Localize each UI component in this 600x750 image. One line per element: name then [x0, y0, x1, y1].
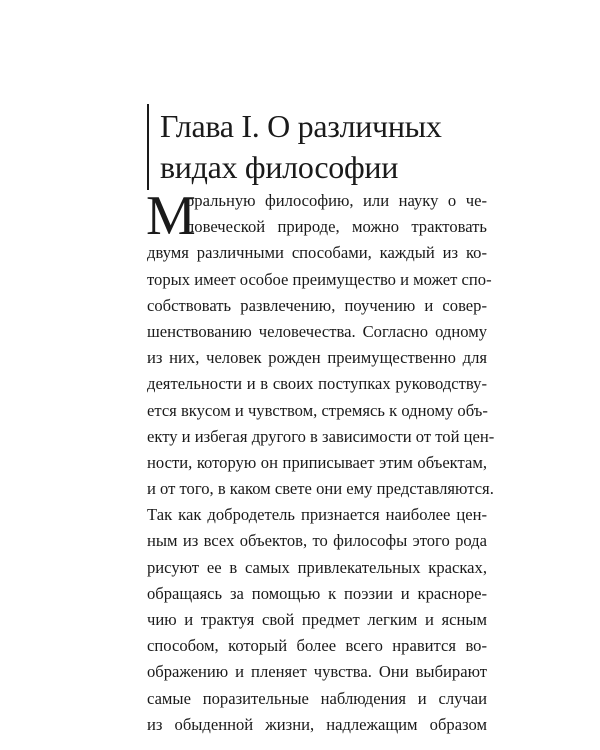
text-line: способом, который более всего нравится во- — [147, 636, 487, 656]
chapter-title-line-1: Глава I. О различных — [160, 108, 442, 144]
text-line: ловеческой природе, можно трактовать — [186, 217, 487, 237]
text-line: обращаясь за помощью к поэзии и красноре- — [147, 583, 487, 603]
chapter-title-line-2: видах философии — [160, 149, 399, 185]
text-line: ности, которую он приписывает этим объектам, — [147, 452, 487, 472]
text-line: шенствованию человечества. Согласно одному — [147, 321, 487, 341]
text-line: собствовать развлечению, поучению и совер- — [147, 295, 487, 315]
text-line: ображению и пленяет чувства. Они выбирают — [147, 662, 487, 682]
text-line: екту и избегая другого в зависимости от той цен- — [147, 426, 495, 446]
text-line: торых имеет особое преимущество и может спо- — [147, 269, 492, 289]
text-line: оральную философию, или науку о че- — [186, 191, 487, 210]
drop-cap: М — [146, 185, 196, 247]
text-line: чию и трактуя свой предмет легким и ясным — [147, 610, 487, 629]
text-line: двумя различными способами, каждый из ко- — [147, 243, 487, 263]
text-line: Так как добродетель признается наиболее цен- — [147, 505, 487, 525]
text-line: и от того, в каком свете они ему представляются. — [147, 479, 494, 499]
text-line: деятельности и в своих поступках руководству- — [147, 374, 487, 394]
text-line: из них, человек рожден преимущественно для — [147, 348, 487, 368]
text-line: ным из всех объектов, то философы этого рода — [147, 531, 487, 551]
text-line: рисуют ее в самых привлекательных красках, — [147, 557, 487, 577]
text-line: самые поразительные наблюдения и случаи — [147, 688, 487, 708]
paragraph — [146, 185, 495, 738]
chapter-heading — [147, 104, 500, 190]
text-line: ется вкусом и чувством, стремясь к одному объ- — [147, 400, 488, 420]
text-line: из обыденной жизни, надлежащим образом — [147, 714, 487, 734]
